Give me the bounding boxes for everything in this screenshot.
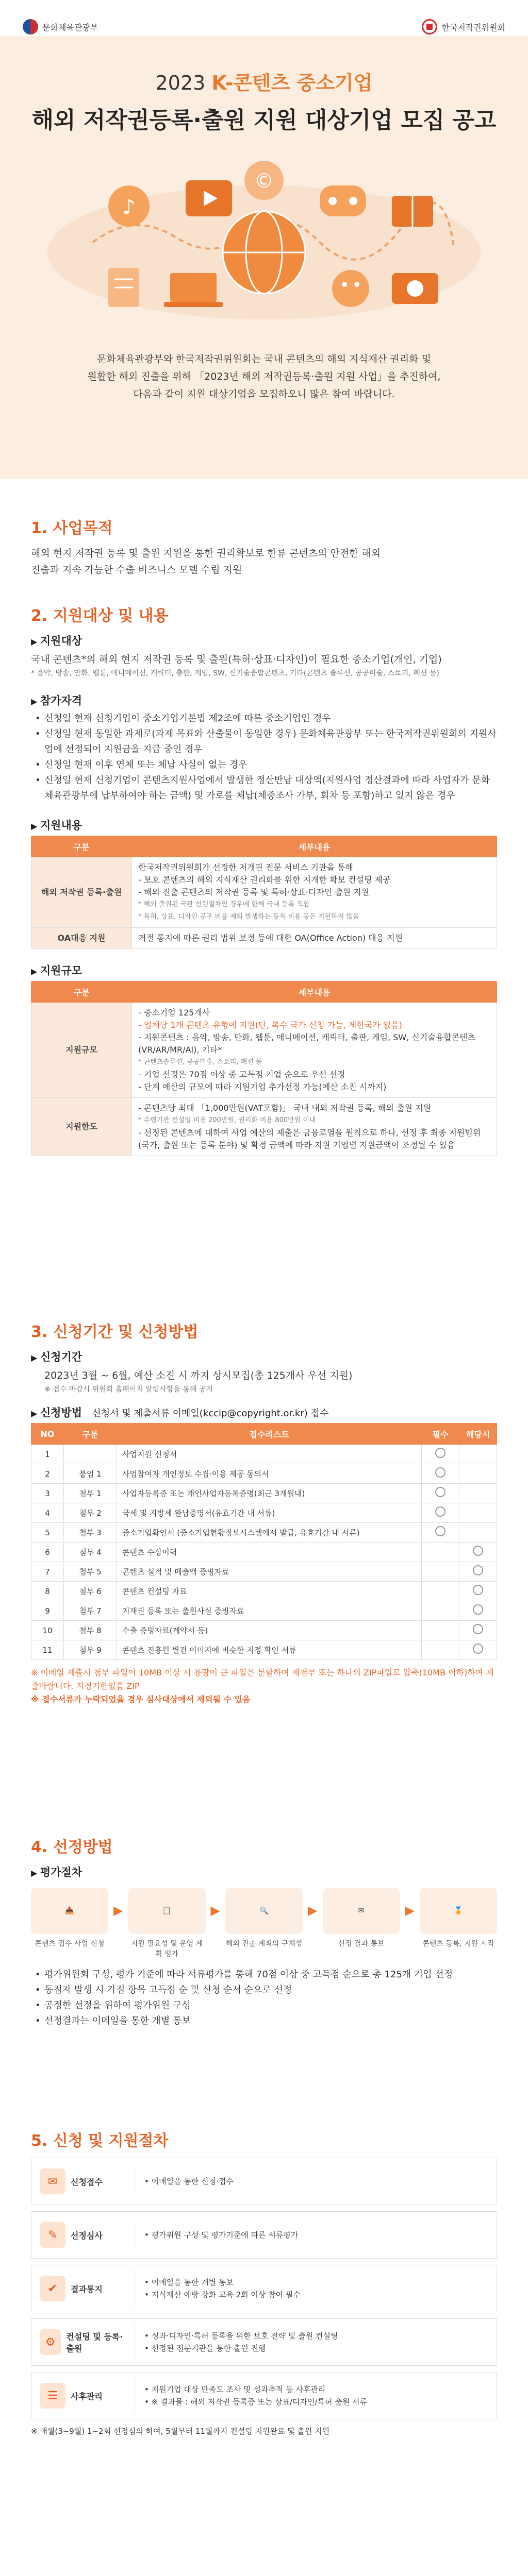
evaluation-heading: ▶ 평가절차: [31, 1864, 497, 1879]
table-row: 3 첨부 1 사업자등록증 또는 개인사업자등록증명(최근 3개월내): [31, 1484, 497, 1503]
step-label: 결과통지: [71, 2284, 103, 2294]
flow-step: ✉ 선정 결과 통보: [323, 1888, 400, 1948]
arrow-right-icon: ▶: [308, 1903, 318, 1918]
section-title: 1. 사업목적: [31, 519, 113, 537]
table-row: 2 붙임 1 사업참여자 개인정보 수집·이용 제공 동의서: [31, 1464, 497, 1484]
step-label: 사후관리: [71, 2391, 103, 2401]
table-row: 4 첨부 2 국세 및 지방세 완납증명서(유효기간 내 서류): [31, 1503, 497, 1523]
required-mark-icon: [435, 1448, 446, 1458]
svg-text:♪: ♪: [122, 195, 136, 219]
magnifier-icon: 🔍: [225, 1888, 303, 1934]
required-mark-icon: [473, 1643, 483, 1654]
procedure-list: [31, 2158, 497, 2419]
step-description: • 이메일을 통한 개별 통보 • 지식재산 예방 강화 교육 2회 이상 참여 필수: [135, 2270, 497, 2307]
procedure-step: [31, 2158, 497, 2205]
arrow-right-icon: ▶: [405, 1903, 415, 1918]
target-heading: ▶ 지원대상: [31, 633, 497, 648]
file-size-note: ※ 이메일 제출시 첨부 파일이 10MB 이상 시 용량이 큰 파일은 분할하여 재첨부 또는 하나의 ZIP파일로 압축(10MB 이하)하여 제출바랍니다. 지정기한없음 ZIP: [31, 1668, 494, 1691]
inbox-icon: 📥: [31, 1888, 108, 1934]
required-mark-icon: [435, 1506, 446, 1517]
period-note: ※ 접수 마감시 위원회 홈페이지 알림사항을 통해 공지: [44, 1385, 213, 1394]
step-description: • 이메일을 통한 신청·접수: [135, 2169, 497, 2194]
table-row: OA대응 지원 거절 통지에 따른 권리 범위 보정 등에 대한 OA(Office Action) 대응 지원: [31, 928, 497, 949]
hero-banner: [0, 36, 528, 479]
procedure-note: ※ 매월(3~9월) 1~2회 선정심의 하여, 5월부터 11월까지 컨설팅 지원완료 및 출원 지원: [31, 2427, 330, 2436]
required-mark-icon: [435, 1487, 446, 1497]
laptop-icon: [164, 273, 223, 307]
required-mark-icon: [473, 1565, 483, 1575]
required-mark-icon: [435, 1467, 446, 1478]
music-icon: [108, 185, 150, 227]
method-heading: ▶ 신청방법 신청서 및 제출서류 이메일(kccip@copyright.or.kr) 접수: [31, 1404, 497, 1420]
copyright-icon: [244, 161, 284, 200]
table-row: 5 첨부 3 중소기업확인서 (중소기업현황정보시스템에서 발급, 유효기간 내 서류): [31, 1523, 497, 1543]
mail-icon: ✉: [323, 1888, 400, 1934]
step-icon: ✉: [40, 2168, 65, 2194]
selection-item: • 선정결과는 이메일을 통한 개별 통보: [31, 2013, 497, 2029]
character-icon: [332, 270, 369, 307]
flow-step: 🔍 해외 진출 계획의 구체성: [225, 1888, 303, 1948]
section-procedure: [31, 2128, 497, 2437]
section-purpose: [31, 515, 497, 578]
method-text: 신청서 및 제출서류 이메일(kccip@copyright.or.kr) 접수: [92, 1408, 329, 1419]
target-text: 국내 콘텐츠*의 해외 현지 저작권 등록 및 출원(특허·상표·디자인)이 필요한 중소기업(개인, 기업): [31, 654, 442, 665]
table-row: 10 첨부 8 수출 증빙자료(계약서 등): [31, 1621, 497, 1640]
svg-text:©: ©: [254, 170, 274, 192]
step-icon: ☰: [40, 2383, 65, 2409]
qualification-item: • 신청일 현재 동일한 과제로(과제 목표와 산출물이 동일한 경우) 문화체육관광부 또는 한국저작권위원회의 지원사업에 선정되어 지원금을 지급 중인 경우: [31, 726, 497, 757]
hero-description: 문화체육관광부와 한국저작권위원회는 국내 콘텐츠의 해외 지식재산 권리화 및 원활한 해외 진출을 위해 「2023년 해외 저작권등록·출원 지원 사업」을 추진하여, 다음과 같이 지원 대상기업을 모집하오니 많은 참여 바랍니다.: [87, 353, 441, 400]
selection-item: • 동점자 발생 시 가점 항목 고득점 순 및 신청 순서 순으로 선정: [31, 1982, 497, 1998]
step-description: • 평가위원 구성 및 평가기준에 따른 서류평가: [135, 2223, 497, 2247]
checklist-icon: 📋: [128, 1888, 206, 1934]
required-mark-icon: [435, 1526, 446, 1536]
qualification-item: • 신청일 현재 이후 연체 또는 체납 사실이 없는 경우: [31, 757, 497, 773]
qualification-heading: ▶ 참가자격: [31, 692, 497, 708]
selection-item: • 공정한 선정을 위하여 평가위원 구성: [31, 1998, 497, 2013]
step-label: 선정심사: [71, 2230, 103, 2241]
scale-table: 구분 세부내용 지원규모 - 중소기업 125개사 - 업체당 1개 콘텐츠 유형에 지원(단, 복수 국가 신청 가능, 제한국가 없음) - 지원콘텐츠 : 음악, 방송, 만화, 웹툰, 애니메이션, 캐릭터, 출판, 게임, SW, 신기술융합콘텐츠(VR/AR/MR/AI), 기타* * 콘텐츠솔루션, 공공미술, 스토리, 폐션 등 - 기업 선정은 70점 이상 중 고득점 기업 순으로 우선 선정 - 단계 예산의 규모에 따라 지원기업 추가선정 가능(예산 소진 시까지) 지원한도 - 콘텐츠당 최대 「1,000만원(VAT포함)」 국내 내외 저작권 등록, 해외 출원 지원 * 수렴기관 컨설팅 비용 200만원, 권리화 비용 800만원 이내 - 선정된 콘텐츠에 대하여 사업 예산의 제출은 금융로열을 원칙으로 하나, 선정 후 최종 지원범위(국가, 출원 또는 등록 분야) 및 확정 금액에 따라 지원 기업별 지원금액이 조정될 수 있음: [31, 981, 497, 1156]
globe-icon: [223, 211, 305, 294]
period-text: 2023년 3월 ~ 6월, 예산 소진 시 까지 상시모집(총 125개사 우선 지원): [44, 1370, 353, 1381]
target-note: * 음악, 방송, 만화, 웹툰, 애니메이션, 캐릭터, 출판, 게임, SW, 신기술융합콘텐츠, 기타(콘텐츠 솔루션, 공공미술, 스토리, 폐션 등): [31, 669, 439, 677]
step-icon: ✔: [40, 2276, 65, 2301]
table-row: 1 사업지원 신청서: [31, 1445, 497, 1464]
procedure-step: [31, 2265, 497, 2312]
mcst-emblem-icon: [23, 19, 38, 35]
step-icon: ✎: [40, 2222, 65, 2248]
game-icon: [320, 185, 366, 216]
section-eligibility: [31, 603, 497, 1156]
kcc-name: 한국저작권위원회: [441, 22, 505, 32]
arrow-right-icon: ▶: [210, 1903, 220, 1918]
book-icon: [392, 196, 433, 227]
required-mark-icon: [473, 1604, 483, 1615]
badge-icon: 🏅: [420, 1888, 497, 1934]
evaluation-flow: [31, 1888, 497, 1959]
support-table: 구분 세부내용 해외 저작권 등록·출원 한국저작권위원회가 선정한 저개핀 전문 서비스 기관을 통해 - 보호 콘텐츠의 해외 지식재산 권리화를 위한 지개한 확보 컨설팅 제공 - 해외 진출 콘텐츠의 저작권 등록 및 특허·상표·디자인 출원 지원 * 해외 출원된 국판 선행절차인 경우에 한해 국내 등록 포함 * 특허, 상표, 디자인 공무 비를 제외 발생하는 등록 비용 등은 지원하지 않음 OA대응 지원 거절 통지에 따른 권리 범위 보정 등에 대한 OA(Office Action) 대응 지원: [31, 836, 497, 949]
flow-step: 📥 콘텐츠 접수 사업 신청: [31, 1888, 108, 1948]
procedure-step: [31, 2372, 497, 2419]
table-row: 11 첨부 9 콘텐츠 진흥원 별건 이미지에 비슷한 지정 확인 서류: [31, 1640, 497, 1660]
video-icon: [186, 180, 232, 216]
camera-icon: [392, 273, 438, 304]
table-row: 지원한도 - 콘텐츠당 최대 「1,000만원(VAT포함)」 국내 내외 저작권 등록, 해외 출원 지원 * 수렴기관 컨설팅 비용 200만원, 권리화 비용 800만원 이내 - 선정된 콘텐츠에 대하여 사업 예산의 제출은 금융로열을 원칙으로 하나, 선정 후 최종 지원범위(국가, 출원 또는 등록 분야) 및 확정 금액에 따라 지원 기업별 지원금액이 조정될 수 있음: [31, 1098, 497, 1156]
table-row: 지원규모 - 중소기업 125개사 - 업체당 1개 콘텐츠 유형에 지원(단, 복수 국가 신청 가능, 제한국가 없음) - 지원콘텐츠 : 음악, 방송, 만화, 웹툰, 애니메이션, 캐릭터, 출판, 게임, SW, 신기술융합콘텐츠(VR/AR/MR/AI), 기타* * 콘텐츠솔루션, 공공미술, 스토리, 폐션 등 - 기업 선정은 70점 이상 중 고득점 기업 순으로 우선 선정 - 단계 예산의 규모에 따라 지원기업 추가선정 가능(예산 소진 시까지): [31, 1003, 497, 1098]
table-row: 9 첨부 7 지재권 등록 또는 출원사실 증빙자료: [31, 1601, 497, 1621]
purpose-text: 해외 현지 저작권 등록 및 출원 지원을 통한 권리확보로 한류 콘텐츠의 안전한 해외 진출과 지속 가능한 수출 비즈니스 모델 수립 지원: [31, 548, 381, 575]
mcst-name: 문화체육관광부: [42, 22, 98, 32]
mcst-logo: [23, 19, 98, 35]
flow-step: 🏅 콘텐츠 등록, 지원 시작: [420, 1888, 497, 1948]
flow-step: 📋 지원 필요성 및 운영 계획 평가: [128, 1888, 206, 1959]
section-selection: [31, 1834, 497, 2029]
scale-heading: ▶ 지원규모: [31, 962, 497, 978]
table-row: 해외 저작권 등록·출원 한국저작권위원회가 선정한 저개핀 전문 서비스 기관을 통해 - 보호 콘텐츠의 해외 지식재산 권리화를 위한 지개한 확보 컨설팅 제공 - 해외 진출 콘텐츠의 저작권 등록 및 특허·상표·디자인 출원 지원 * 해외 출원된 국판 선행절차인 경우에 한해 국내 등록 포함 * 특허, 상표, 디자인 공무 비를 제외 발생하는 등록 비용 등은 지원하지 않음: [31, 857, 497, 928]
step-description: • 지원기업 대상 만족도 조사 및 성과추적 등 사후관리 • ※ 결과물 : 해외 저작권 등록증 또는 상표/디자인/특허 출원 서류: [135, 2377, 497, 2414]
section-title: 4. 선정방법: [31, 1838, 113, 1856]
required-mark-icon: [473, 1546, 483, 1556]
document-icon: [108, 268, 139, 307]
procedure-step: [31, 2318, 497, 2366]
table-row: 8 첨부 6 콘텐츠 컨설팅 자료: [31, 1582, 497, 1601]
required-mark-icon: [473, 1585, 483, 1595]
qualification-item: • 신청일 현재 신청기업이 콘텐츠지원사업에서 발생한 정산반납 대상액(지원사업 정산결과에 따라 사업자가 문화체육관광부에 납부하여야 하는 금액) 및 가로를 체납(체중조사 가부, 회차 등 포함)하고 있지 않은 경우: [31, 773, 497, 804]
hero-subtitle: 2023 K-콘텐츠 중소기업: [155, 72, 373, 94]
step-label: 컨설팅 및 등록·출원: [66, 2332, 123, 2353]
world-map-illustration: [31, 149, 497, 335]
kcc-logo: [422, 19, 505, 35]
step-icon: ⚙: [40, 2329, 61, 2355]
table-row: 6 첨부 4 콘텐츠 수상이력: [31, 1543, 497, 1562]
support-heading: ▶ 지원내용: [31, 817, 497, 833]
step-description: • 성과·디자인·특허 등록을 위한 보호 전략 및 출원 컨설팅 • 선정된 전문기관을 통한 출원 진행: [135, 2324, 497, 2361]
documents-table: NO 구분 접수리스트 필수 해당시 1 사업지원 신청서 2 붙임 1 사업참여자 개인정보 수집·이용 제공 동의서 3 첨부 1 사업자등록증 또는 개인사업자등록증명(최근 3개월내) 4 첨부 2 국세 및 지방세 완납증명서(유효기간 내 서류) 5 첨부 3 중소기업확인서 (중소기업현황정보시스템에서 발급, 유효기간 내 서류) 6 첨부 4 콘텐츠 수상이력 7 첨부 5 콘텐츠 실적 및 매출액 증빙자료 8 첨부 6 콘텐츠 컨설팅 자료 9 첨부 7 지재권 등록 또는 출원사실 증빙자료 10 첨부 8 수출 증빙자료(계약서 등) 11 첨부 9 콘텐츠 진흥원 별건 이미지에 비슷한 지정 확인 서류: [31, 1423, 497, 1660]
period-heading: ▶ 신청기간: [31, 1349, 497, 1364]
hero-title: 해외 저작권등록·출원 지원 대상기업 모집 공고: [31, 107, 497, 133]
section-title: 2. 지원대상 및 내용: [31, 607, 169, 625]
documents-table-body: [31, 1445, 497, 1660]
section-title: 3. 신청기간 및 신청방법: [31, 1323, 199, 1341]
selection-item: • 평가위원회 구성, 평가 기준에 따라 서류평가를 통해 70점 이상 중 고득점 순으로 총 125개 기업 선정: [31, 1967, 497, 1982]
section-application: [31, 1319, 497, 1706]
step-label: 신청접수: [71, 2177, 103, 2187]
missing-docs-note: ※ 접수서류가 누락되었을 경우 심사대상에서 제외될 수 있음: [31, 1694, 251, 1704]
table-row: 7 첨부 5 콘텐츠 실적 및 매출액 증빙자료: [31, 1562, 497, 1582]
qualification-item: • 신청일 현재 신청기업이 중소기업기본법 제2조에 따른 중소기업인 경우: [31, 711, 497, 726]
required-mark-icon: [473, 1624, 483, 1634]
procedure-step: [31, 2211, 497, 2259]
arrow-right-icon: ▶: [113, 1903, 123, 1918]
kcc-emblem-icon: [422, 19, 437, 35]
section-title: 5. 신청 및 지원절차: [31, 2132, 169, 2150]
logo-bar: [0, 0, 528, 36]
